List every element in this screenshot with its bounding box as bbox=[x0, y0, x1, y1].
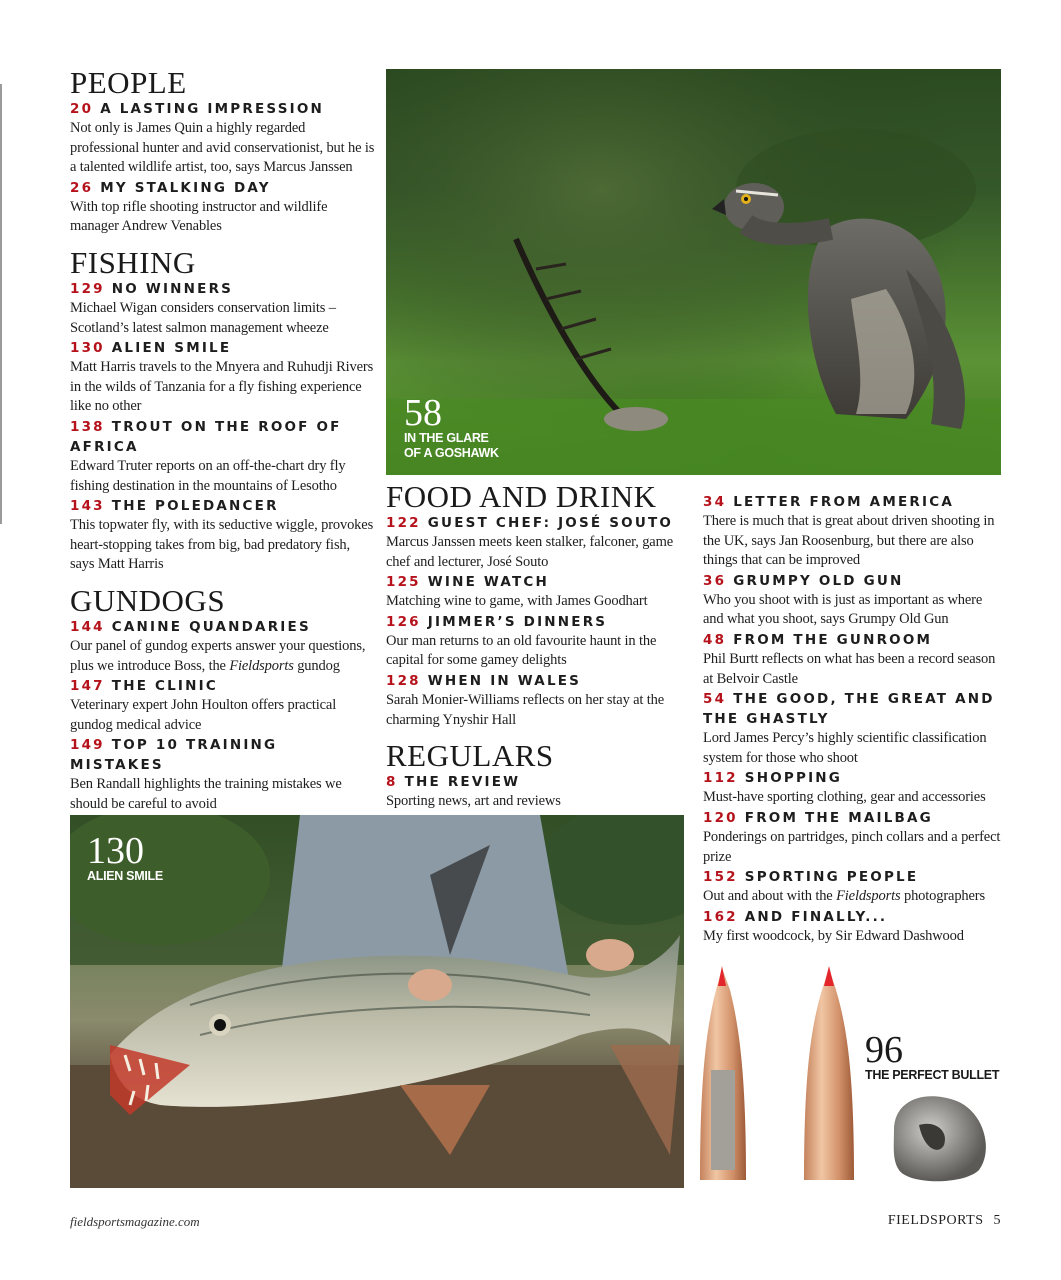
page-number: 152 bbox=[703, 869, 738, 886]
page-number: 162 bbox=[703, 908, 738, 925]
article-summary: Sarah Monier-Williams reflects on her stay at the charming Ynyshir Hall bbox=[386, 691, 665, 728]
article-title: TOP 10 TRAINING MISTAKES bbox=[70, 737, 278, 774]
left-column bbox=[70, 65, 375, 814]
caption-page-number: 58 bbox=[404, 392, 442, 434]
article-title: FROM THE GUNROOM bbox=[733, 631, 933, 648]
bullet-caption bbox=[865, 1029, 1000, 1083]
article-summary: There is much that is great about driven shooting in the UK, says Jan Roosenburg, but there are also things that can be improved bbox=[703, 513, 995, 569]
toc-item[interactable] bbox=[703, 768, 1003, 808]
page-number: 125 bbox=[386, 574, 421, 591]
toc-item[interactable] bbox=[70, 676, 375, 735]
page-number: 26 bbox=[70, 179, 94, 196]
section-fishing bbox=[70, 244, 375, 575]
page-number: 122 bbox=[386, 515, 421, 531]
article-title: NO WINNERS bbox=[111, 280, 234, 297]
article-summary: Veterinary expert John Houlton offers practical gundog medical advice bbox=[70, 697, 337, 733]
toc-item[interactable] bbox=[703, 907, 1003, 947]
section-title-food-and-drink: FOOD AND DRINK bbox=[386, 479, 657, 514]
page-number: 36 bbox=[703, 572, 727, 589]
caption-line-1: THE PERFECT BULLET bbox=[865, 1068, 1000, 1082]
page-number: 144 bbox=[70, 618, 105, 635]
article-title: THE CLINIC bbox=[111, 678, 218, 695]
page-number: 112 bbox=[703, 770, 738, 787]
article-summary: Michael Wigan considers conservation limits – Scotland’s latest salmon management wheeze bbox=[70, 299, 336, 336]
article-title: THE POLEDANCER bbox=[111, 498, 279, 515]
toc-item[interactable] bbox=[703, 571, 1003, 630]
article-title: WHEN IN WALES bbox=[427, 672, 582, 689]
middle-column bbox=[386, 479, 686, 812]
page-number: 8 bbox=[386, 774, 398, 791]
toc-item[interactable] bbox=[703, 867, 1003, 907]
article-summary: Sporting news, art and reviews bbox=[386, 793, 561, 810]
article-title: GRUMPY OLD GUN bbox=[733, 572, 904, 589]
toc-item[interactable] bbox=[386, 572, 686, 612]
article-title: A LASTING IMPRESSION bbox=[100, 101, 325, 117]
article-title: MY STALKING DAY bbox=[100, 179, 271, 196]
toc-item[interactable] bbox=[70, 417, 375, 496]
magazine-name: Fieldsports bbox=[836, 888, 901, 905]
tigerfish-photo[interactable] bbox=[70, 815, 684, 1188]
article-title: ALIEN SMILE bbox=[111, 340, 232, 357]
page-number: 147 bbox=[70, 678, 105, 695]
toc-item[interactable] bbox=[386, 612, 686, 671]
article-summary: Marcus Janssen meets keen stalker, falconer, game chef and lecturer, José Souto bbox=[386, 534, 674, 570]
article-title: GUEST CHEF: JOSÉ SOUTO bbox=[427, 515, 674, 531]
page-number: 130 bbox=[70, 340, 105, 357]
toc-item[interactable] bbox=[703, 630, 1003, 689]
bullet-photo[interactable] bbox=[694, 960, 1001, 1188]
caption-line-2: OF A GOSHAWK bbox=[404, 446, 499, 460]
page-folio-number: 5 bbox=[993, 1213, 1001, 1228]
article-title: SHOPPING bbox=[744, 770, 843, 787]
page-number: 54 bbox=[703, 691, 727, 708]
magazine-name: Fieldsports bbox=[229, 657, 294, 674]
article-title: TROUT ON THE ROOF OF AFRICA bbox=[70, 418, 342, 455]
article-title: THE REVIEW bbox=[404, 774, 521, 791]
toc-item[interactable] bbox=[703, 808, 1003, 867]
article-summary: Out and about with the Fieldsports photographers bbox=[703, 888, 985, 905]
right-column bbox=[703, 492, 1003, 946]
article-title: AND FINALLY... bbox=[744, 908, 888, 925]
article-summary: Phil Burtt reflects on what has been a record season at Belvoir Castle bbox=[703, 650, 996, 687]
goshawk-photo[interactable] bbox=[386, 69, 1001, 475]
article-summary: Must-have sporting clothing, gear and accessories bbox=[703, 789, 986, 806]
toc-item[interactable] bbox=[386, 772, 686, 812]
toc-item[interactable] bbox=[70, 99, 375, 178]
article-title: WINE WATCH bbox=[427, 574, 550, 591]
section-gundogs bbox=[70, 582, 375, 815]
toc-item[interactable] bbox=[70, 338, 375, 417]
section-title-regulars: REGULARS bbox=[386, 738, 554, 774]
toc-item[interactable] bbox=[70, 617, 375, 676]
page-number: 48 bbox=[703, 631, 727, 648]
article-summary: Our panel of gundog experts answer your questions, plus we introduce Boss, the Fieldsports gundog bbox=[70, 637, 366, 674]
page-number: 143 bbox=[70, 498, 105, 515]
page-number: 128 bbox=[386, 672, 421, 689]
article-title: LETTER FROM AMERICA bbox=[733, 494, 954, 510]
website-url: fieldsportsmagazine.com bbox=[70, 1214, 200, 1229]
article-summary: Matching wine to game, with James Goodhart bbox=[386, 593, 648, 610]
page-number: 138 bbox=[70, 418, 105, 435]
article-summary: Not only is James Quin a highly regarded professional hunter and avid conservationist, but he is a talented wildlife artist, too, says Marcus Janssen bbox=[70, 120, 375, 176]
article-summary: Our man returns to an old favourite haunt in the capital for some gamey delights bbox=[386, 632, 657, 669]
page-number: 20 bbox=[70, 101, 94, 117]
section-regulars bbox=[386, 738, 686, 812]
article-summary: This topwater fly, with its seductive wiggle, provokes heart-stopping takes from big, bad predatory fish, says Matt Harris bbox=[70, 517, 374, 573]
article-summary: Edward Truter reports on an off-the-chart dry fly fishing destination in the mountains of Lesotho bbox=[70, 457, 346, 494]
folio bbox=[888, 1213, 1001, 1229]
caption-line-1: ALIEN SMILE bbox=[87, 869, 163, 883]
article-title: SPORTING PEOPLE bbox=[744, 869, 919, 886]
tigerfish-caption bbox=[87, 830, 163, 884]
article-summary: My first woodcock, by Sir Edward Dashwood bbox=[703, 927, 964, 944]
article-title: THE GOOD, THE GREAT AND THE GHASTLY bbox=[703, 691, 995, 728]
article-summary: Ponderings on partridges, pinch collars and a perfect prize bbox=[703, 828, 1001, 865]
toc-item[interactable] bbox=[703, 689, 1003, 768]
caption-page-number: 130 bbox=[87, 830, 144, 872]
section-people bbox=[70, 65, 375, 237]
toc-item[interactable] bbox=[70, 279, 375, 338]
toc-item[interactable] bbox=[70, 496, 375, 575]
section-title-people: PEOPLE bbox=[70, 65, 187, 100]
page-number: 126 bbox=[386, 613, 421, 630]
caption-page-number: 96 bbox=[865, 1029, 903, 1071]
article-summary: With top rifle shooting instructor and wildlife manager Andrew Venables bbox=[70, 198, 328, 235]
section-title-fishing: FISHING bbox=[70, 244, 196, 280]
article-summary: Matt Harris travels to the Mnyera and Ruhudji Rivers in the wilds of Tanzania for a fly fishing experience like no other bbox=[70, 359, 374, 415]
goshawk-caption bbox=[404, 392, 499, 461]
page-edge-rule bbox=[0, 84, 2, 524]
article-title: JIMMER’S DINNERS bbox=[427, 613, 608, 630]
article-summary: Lord James Percy’s highly scientific classification system for those who shoot bbox=[703, 730, 987, 766]
toc-item[interactable] bbox=[386, 671, 686, 730]
toc-item[interactable] bbox=[70, 178, 375, 237]
article-summary: Ben Randall highlights the training mistakes we should be careful to avoid bbox=[70, 776, 342, 812]
section-title-gundogs: GUNDOGS bbox=[70, 582, 226, 618]
toc-item[interactable] bbox=[703, 492, 1003, 571]
page-number: 34 bbox=[703, 494, 727, 510]
article-title: CANINE QUANDARIES bbox=[111, 618, 311, 635]
magazine-brand: FIELDSPORTS bbox=[887, 1213, 984, 1228]
section-food-and-drink bbox=[386, 479, 686, 730]
toc-item[interactable] bbox=[386, 513, 686, 572]
article-summary: Who you shoot with is just as important as where and what you shoot, says Grumpy Old Gun bbox=[703, 591, 983, 628]
page-number: 129 bbox=[70, 280, 105, 297]
article-title: FROM THE MAILBAG bbox=[744, 809, 933, 826]
page-number: 149 bbox=[70, 737, 105, 754]
page-number: 120 bbox=[703, 809, 738, 826]
caption-line-1: IN THE GLARE bbox=[404, 431, 489, 445]
toc-item[interactable] bbox=[70, 735, 375, 814]
